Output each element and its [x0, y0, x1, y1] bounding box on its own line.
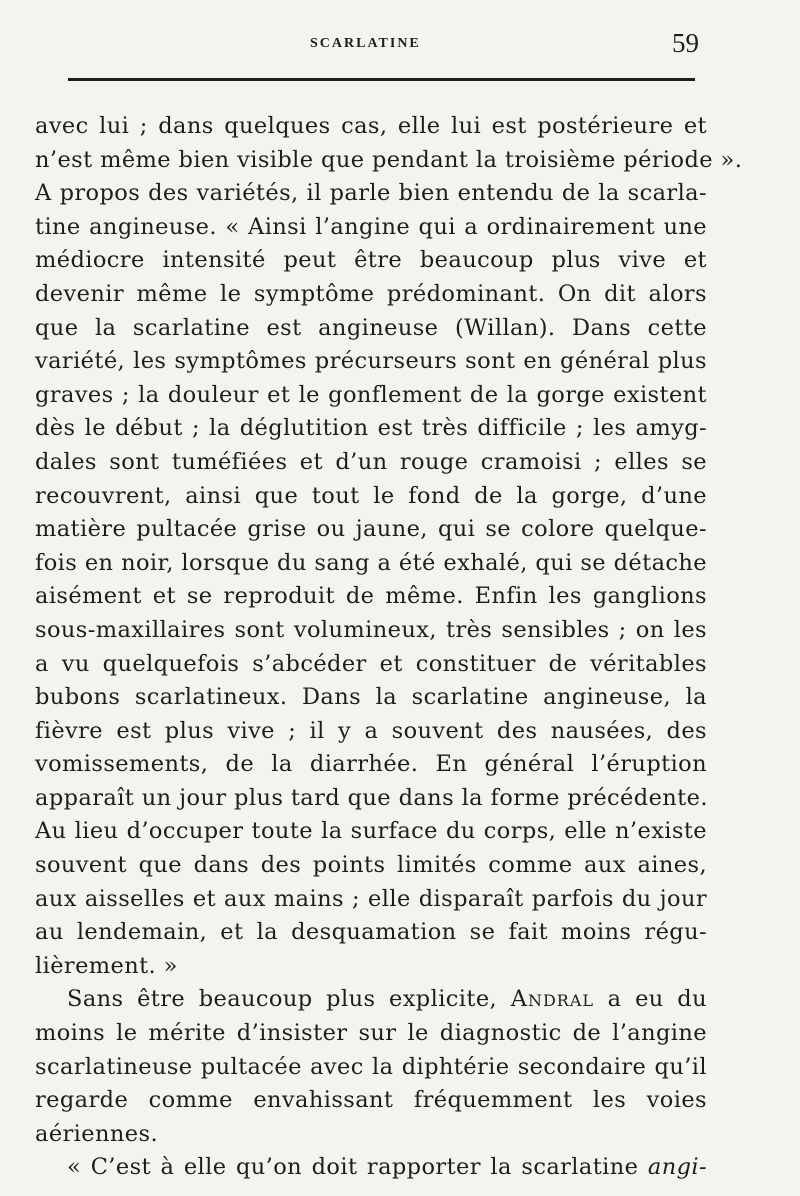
text-line: médiocre intensité peut être beaucoup plus vive et: [35, 247, 707, 274]
text-line: tine angineuse. « Ainsi l’angine qui a ordinairement une: [35, 213, 707, 240]
text-line: n’est même bien visible que pendant la troisième période ».: [35, 146, 743, 173]
page-number: 59: [672, 28, 699, 58]
text-line: A propos des variétés, il parle bien entendu de la scarla-: [35, 180, 707, 207]
body-text: [35, 110, 743, 1185]
author-name: Andral: [510, 986, 595, 1013]
text-line: variété, les symptômes précurseurs sont en général plus: [35, 348, 707, 375]
text-line: au lendemain, et la desquamation se fait moins régu-: [35, 919, 707, 946]
text-line: lièrement. »: [35, 952, 178, 979]
text-line: fois en noir, lorsque du sang a été exhalé, qui se détache: [35, 549, 707, 576]
text-segment: a eu du: [607, 986, 707, 1013]
text-line: graves ; la douleur et le gonflement de la gorge existent: [35, 381, 707, 408]
italic-word: angi-: [647, 1154, 707, 1181]
text-line: avec lui ; dans quelques cas, elle lui est postérieure et: [35, 113, 707, 139]
text-line: aisément et se reproduit de même. Enfin les ganglions: [35, 583, 707, 610]
running-head: SCARLATINE: [310, 36, 421, 51]
text-segment: Sans être beaucoup plus explicite,: [67, 986, 498, 1013]
text-segment: « C’est à elle qu’on doit rapporter la scarlatine: [67, 1154, 639, 1181]
text-line: souvent que dans des points limités comme aux aines,: [35, 852, 707, 879]
text-line: bubons scarlatineux. Dans la scarlatine angineuse, la: [35, 684, 707, 711]
text-line: aux aisselles et aux mains ; elle disparaît parfois du jour: [35, 885, 707, 912]
text-line: fièvre est plus vive ; il y a souvent des nausées, des: [35, 717, 707, 744]
text-line: matière pultacée grise ou jaune, qui se colore quelque-: [35, 516, 707, 543]
text-line: vomissements, de la diarrhée. En général l’éruption: [35, 751, 707, 778]
text-line: dales sont tuméfiées et d’un rouge cramoisi ; elles se: [35, 448, 707, 475]
header-rule: [68, 78, 695, 81]
text-line: regarde comme envahissant fréquemment les voies: [35, 1087, 707, 1114]
text-line: devenir même le symptôme prédominant. On dit alors: [35, 280, 707, 307]
text-line: sous-maxillaires sont volumineux, très sensibles ; on les: [35, 616, 707, 643]
text-line: aériennes.: [35, 1120, 158, 1147]
text-line: Au lieu d’occuper toute la surface du corps, elle n’existe: [35, 818, 707, 845]
text-line: recouvrent, ainsi que tout le fond de la gorge, d’une: [35, 482, 707, 509]
text-line: apparaît un jour plus tard que dans la forme précédente.: [35, 784, 708, 811]
text-line: scarlatineuse pultacée avec la diphtérie secondaire qu’il: [35, 1053, 707, 1080]
text-line: moins le mérite d’insister sur le diagnostic de l’angine: [35, 1020, 707, 1047]
text-line: a vu quelquefois s’abcéder et constituer de véritables: [35, 650, 707, 677]
text-line: que la scarlatine est angineuse (Willan). Dans cette: [35, 314, 707, 341]
paragraph-start-line: [35, 983, 707, 1017]
paragraph-start-line: [35, 1151, 707, 1185]
text-line: dès le début ; la déglutition est très difficile ; les amyg-: [35, 415, 707, 442]
